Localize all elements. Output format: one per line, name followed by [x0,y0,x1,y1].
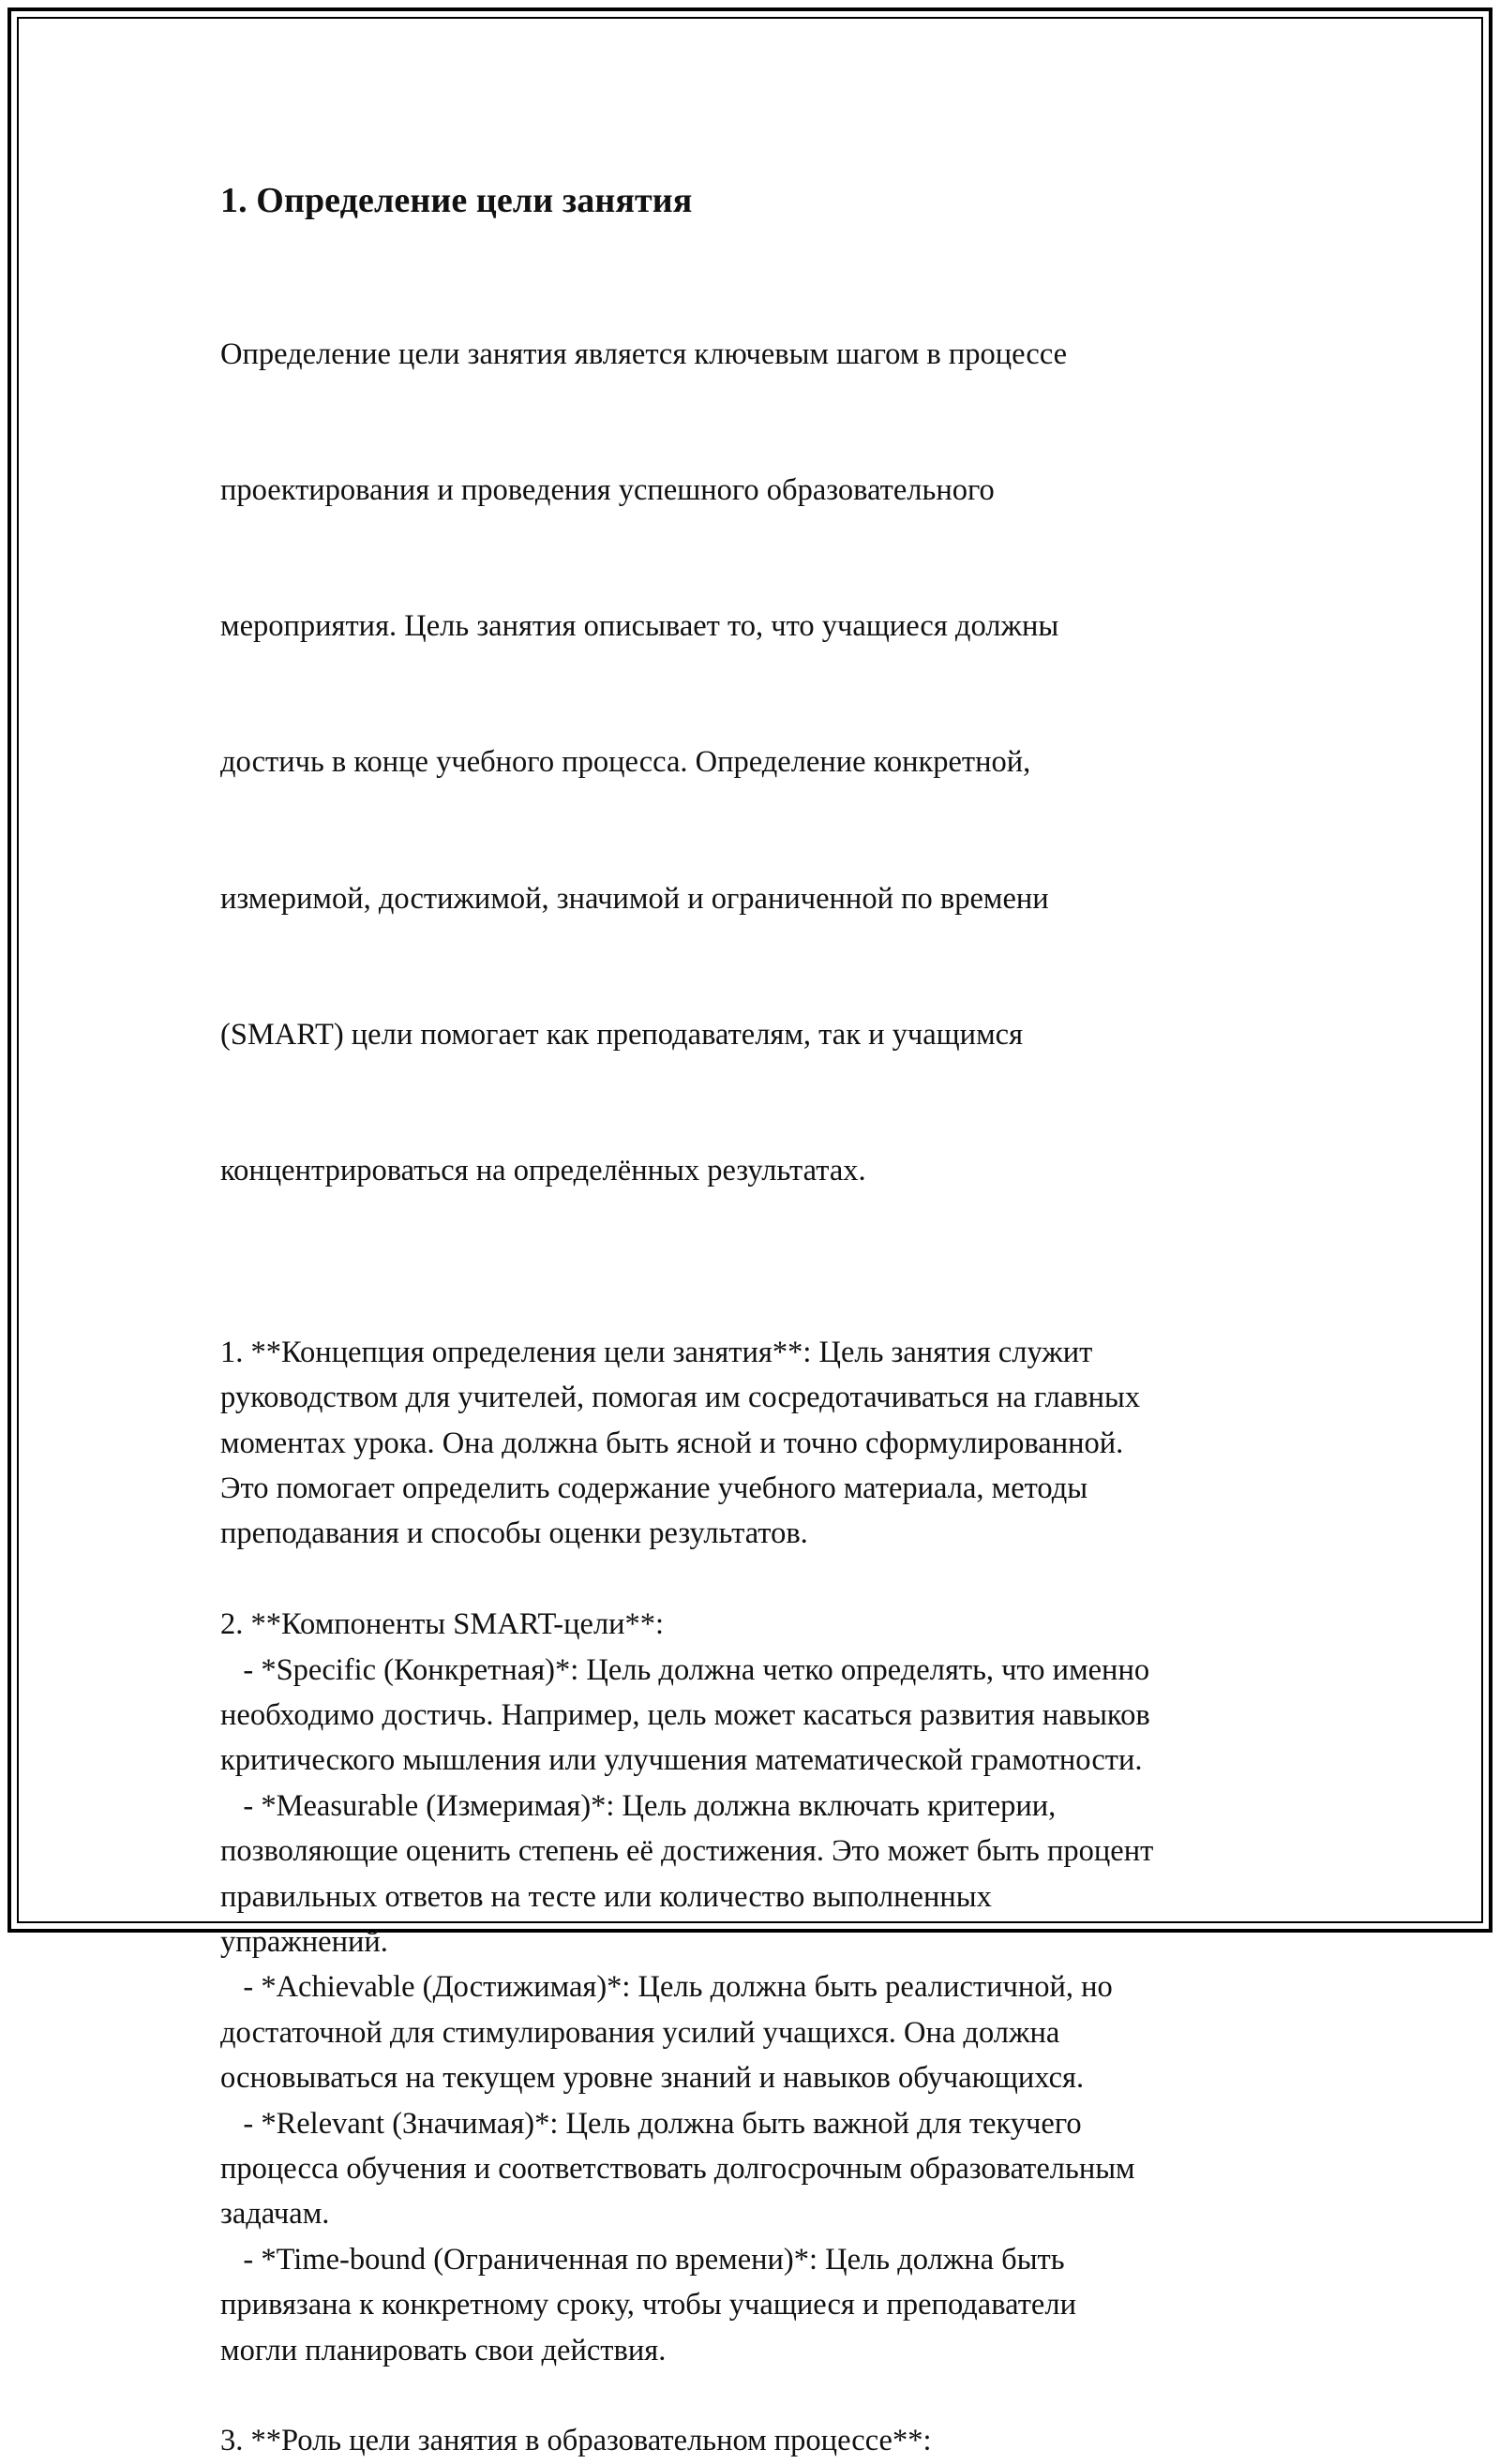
text-line: достичь в конце учебного процесса. Определение конкретной, [220,745,1031,780]
section-heading: 1. Определение цели занятия [220,181,693,220]
document-body [220,174,1298,2464]
text-line: задачам. [220,2197,330,2232]
intro-paragraph [220,241,1298,1284]
text-line: - *Time-bound (Ограниченная по времени)*: Цель должна быть [220,2242,1065,2277]
concept-paragraph [220,1330,1298,1557]
blank-line [220,1284,1298,1329]
blank-line [220,2373,1298,2418]
text-line: - *Measurable (Измеримая)*: Цель должна включать критерии, [220,1788,1057,1823]
text-line: Это помогает определить содержание учебного материала, методы [220,1471,1088,1505]
text-line: - *Achievable (Достижимая)*: Цель должна быть реалистичной, но [220,1970,1113,2005]
text-line: 2. **Компоненты SMART-цели**: [220,1607,665,1642]
text-line: - *Relevant (Значимая)*: Цель должна быть важной для текучего [220,2106,1082,2141]
text-line: достаточной для стимулирования усилий учащихся. Она должна [220,2015,1060,2050]
text-line: измеримой, достижимой, значимой и ограниченной по времени [220,881,1049,916]
text-line: правильных ответов на тесте или количество выполненных [220,1879,992,1914]
text-line: мероприятия. Цель занятия описывает то, что учащиеся должны [220,609,1059,644]
text-line: позволяющие оценить степень её достижения. Это может быть процент [220,1834,1154,1869]
text-line: концентрироваться на определённых результатах. [220,1154,866,1188]
text-line: руководством для учителей, помогая им сосредотачиваться на главных [220,1381,1141,1415]
text-line: (SMART) цели помогает как преподавателям, так и учащимся [220,1017,1024,1052]
text-line: преподавания и способы оценки результатов. [220,1516,808,1551]
blank-line [220,1557,1298,1602]
text-line: проектирования и проведения успешного образовательного [220,473,995,508]
text-line: 1. **Концепция определения цели занятия**: Цель занятия служит [220,1335,1093,1369]
text-line: привязана к конкретному сроку, чтобы учащиеся и преподаватели [220,2288,1076,2322]
text-line: процесса обучения и соответствовать долгосрочным образовательным [220,2152,1135,2187]
text-line: моментах урока. Она должна быть ясной и точно сформулированной. [220,1426,1124,1460]
text-line: 3. **Роль цели занятия в образовательном процессе**: [220,2424,932,2458]
role-paragraph [220,2418,1298,2463]
text-line: упражнений. [220,1925,388,1959]
text-line: основываться на текущем уровне знаний и навыков обучающихся. [220,2061,1085,2096]
smart-components-list [220,1602,1298,2373]
text-line: - *Specific (Конкретная)*: Цель должна четко определять, что именно [220,1652,1150,1687]
text-line: могли планировать свои действия. [220,2333,667,2367]
text-line: критического мышления или улучшения математической грамотности. [220,1743,1143,1778]
text-line: Определение цели занятия является ключевым шагом в процессе [220,336,1068,371]
text-line: необходимо достичь. Например, цель может касаться развития навыков [220,1697,1150,1732]
